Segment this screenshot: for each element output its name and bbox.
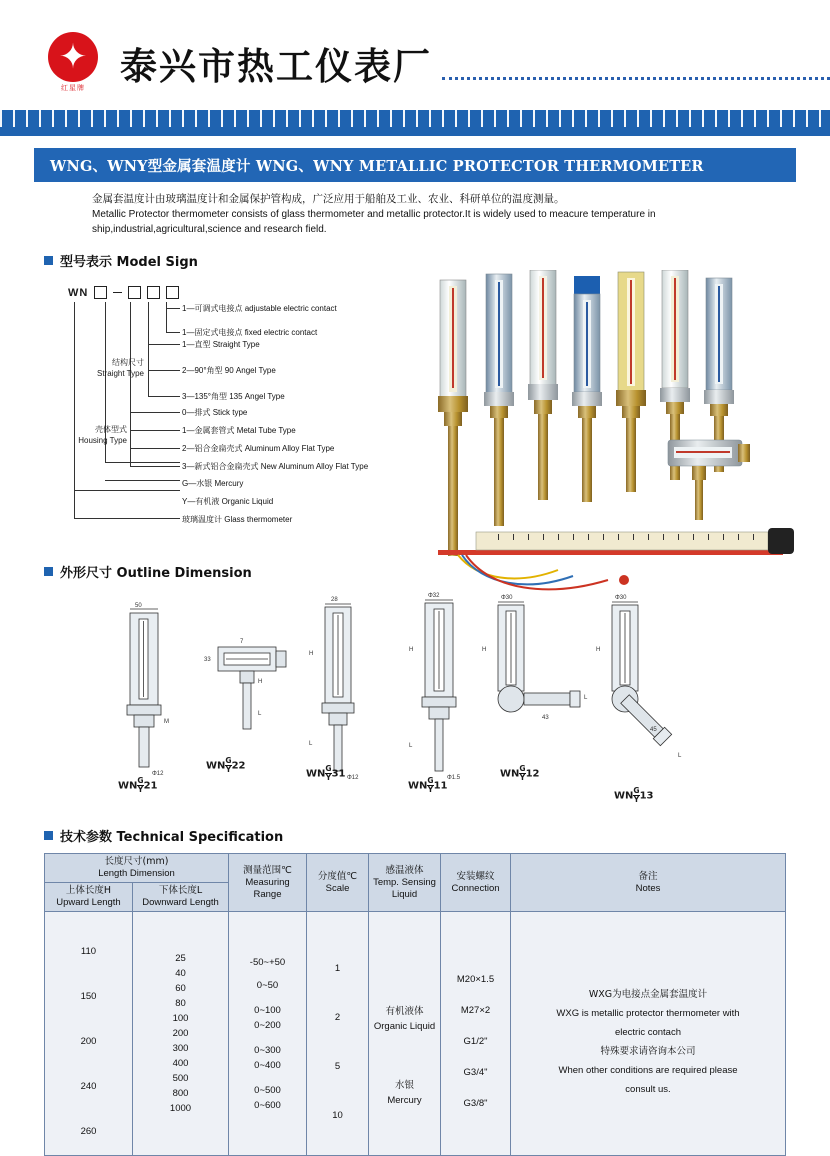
svg-text:Φ30: Φ30 xyxy=(501,595,513,601)
section-technical-spec-label: 技术参数 Technical Specification xyxy=(60,830,284,845)
product-title: WNG、WNY型金属套温度计 WNG、WNY METALLIC PROTECTOR THERMOMETER xyxy=(50,157,704,175)
svg-text:H: H xyxy=(309,651,314,657)
model-box-3 xyxy=(147,286,160,299)
model-prefix: WN xyxy=(68,286,89,299)
cell-sensing-liquids: 有机液体 Organic Liquid 水银 Mercury xyxy=(369,912,441,1156)
svg-text:Φ12: Φ12 xyxy=(347,775,359,781)
model-box-4 xyxy=(166,286,179,299)
svg-text:28: 28 xyxy=(331,597,338,603)
star-icon: ✦ xyxy=(48,32,98,82)
outline-drawings-svg xyxy=(0,587,830,807)
option-adjustable-contact: 1—可调式电接点 adjustable electric contact xyxy=(182,304,337,313)
model-box-1 xyxy=(94,286,107,299)
header-scale: 分度值℃ Scale xyxy=(307,854,369,912)
drawing-caption-21: WN $\frac{G}{Y}$ 21 xyxy=(118,776,158,794)
svg-text:L: L xyxy=(409,743,413,749)
model-sign-area xyxy=(0,270,830,570)
header-notes: 备注 Notes xyxy=(511,854,786,912)
leader-line-3 xyxy=(130,302,131,412)
section-technical-spec xyxy=(44,826,830,845)
table-header-row-1 xyxy=(45,854,786,883)
svg-text:Φ30: Φ30 xyxy=(615,595,627,601)
drawing-caption-11: WN $\frac{G}{Y}$ 11 xyxy=(408,776,448,794)
svg-text:43: 43 xyxy=(542,715,549,721)
option-fixed-contact: 1—固定式电接点 fixed electric contact xyxy=(182,328,318,337)
cell-scales: 1 2 5 10 xyxy=(307,912,369,1156)
model-code-row xyxy=(68,286,179,299)
option-135-angle: 3—135°角型 135 Angel Type xyxy=(182,392,285,401)
intro-block xyxy=(92,192,786,237)
intro-chinese: 金属套温度计由玻璃温度计和金属保护管构成，广泛应用于船舶及工业、农业、科研单位的温度测量。 xyxy=(92,193,565,205)
svg-text:H: H xyxy=(258,679,263,685)
drawing-caption-22: WN $\frac{G}{Y}$ 22 xyxy=(206,756,246,774)
header-sensing-liquid: 感温液体 Temp. Sensing Liquid xyxy=(369,854,441,912)
cell-upward-lengths: 110 150 200 240 260 xyxy=(45,912,133,1156)
svg-text:Φ1.5: Φ1.5 xyxy=(447,775,461,781)
thermometer-illustrations xyxy=(418,270,808,600)
logo-brand-text: 红星牌 xyxy=(61,85,85,92)
model-box-2 xyxy=(128,286,141,299)
bullet-square-icon xyxy=(44,256,53,265)
intro-english: Metallic Protector thermometer consists of glass thermometer and metallic protector.It is widely used to meacure temperature in ship,industrial,agricultural,science and research field. xyxy=(92,209,656,235)
spec-table xyxy=(44,853,786,1156)
section-model-sign-label: 型号表示 Model Sign xyxy=(60,255,198,270)
option-organic-liquid: Y—有机液 Organic Liquid xyxy=(182,497,274,506)
page-header xyxy=(0,0,830,110)
svg-text:Φ12: Φ12 xyxy=(152,771,164,777)
svg-text:L: L xyxy=(258,711,262,717)
group-label-structure: 结构尺寸 Straight Type xyxy=(97,358,144,378)
svg-text:H: H xyxy=(409,647,414,653)
svg-text:45: 45 xyxy=(650,727,657,733)
drawing-caption-31: WN $\frac{G}{Y}$ 31 xyxy=(306,764,346,782)
header-connection: 安装螺纹 Connection xyxy=(441,854,511,912)
option-metal-tube-type: 1—金属套管式 Metal Tube Type xyxy=(182,426,296,435)
header-upward-length: 上体长度H Upward Length xyxy=(45,883,133,912)
option-glass-thermometer: 玻璃温度计 Glass thermometer xyxy=(182,515,293,524)
model-code-diagram xyxy=(60,280,480,560)
company-name: 泰兴市热工仪表厂 xyxy=(120,45,432,88)
drawing-caption-13: WN $\frac{G}{Y}$ 13 xyxy=(614,786,654,804)
option-mercury: G—水银 Mercury xyxy=(182,479,244,488)
svg-text:L: L xyxy=(309,741,313,747)
leader-line-4 xyxy=(148,302,149,344)
option-new-aluminum-flat-type: 3—新式铝合金扁壳式 New Aluminum Alloy Flat Type xyxy=(182,462,369,471)
spec-table-wrap xyxy=(44,853,786,1156)
header-measuring-range: 测量范围℃ Measuring Range xyxy=(229,854,307,912)
svg-text:33: 33 xyxy=(204,657,211,663)
svg-text:H: H xyxy=(482,647,487,653)
drawing-caption-12: WN $\frac{G}{Y}$ 12 xyxy=(500,764,540,782)
option-90-angle: 2—90°角型 90 Angel Type xyxy=(182,366,276,375)
bracket-housing xyxy=(130,412,131,466)
company-logo xyxy=(48,32,106,94)
option-aluminum-flat-type: 2—铝合金扁壳式 Aluminum Alloy Flat Type xyxy=(182,444,335,453)
header-length-dimension: 长度尺寸(mm) Length Dimension xyxy=(45,854,229,883)
cell-notes: WXG为电接点金属套温度计 WXG is metallic protector thermometer with electric contach 特殊要求请咨询本公司 When other conditions are required please consult us. xyxy=(511,912,786,1156)
table-row xyxy=(45,912,786,1156)
svg-text:H: H xyxy=(596,647,601,653)
header-dotted-rule xyxy=(442,72,830,80)
leader-line-1 xyxy=(74,302,75,490)
svg-text:L: L xyxy=(584,695,588,701)
svg-text:L: L xyxy=(678,753,682,759)
decorative-band xyxy=(0,110,830,136)
svg-text:7: 7 xyxy=(240,639,244,645)
option-stick-type: 0—排式 Stick type xyxy=(182,408,248,417)
cell-downward-lengths: 25 40 60 80 100 200 300 400 500 800 1000 xyxy=(133,912,229,1156)
svg-text:50: 50 xyxy=(135,603,142,609)
svg-text:Φ32: Φ32 xyxy=(428,593,440,599)
bracket-contact xyxy=(166,308,167,332)
option-straight-type: 1—直型 Straight Type xyxy=(182,340,260,349)
cell-connections: M20×1.5 M27×2 G1/2" G3/4" G3/8" xyxy=(441,912,511,1156)
bullet-square-icon xyxy=(44,831,53,840)
svg-text:M: M xyxy=(164,719,169,725)
section-model-sign xyxy=(44,251,830,270)
model-dash xyxy=(113,292,122,293)
cell-measuring-ranges: -50~+50 0~50 0~100 0~200 0~300 0~400 0~500 0~600 xyxy=(229,912,307,1156)
header-downward-length: 下体长度L Downward Length xyxy=(133,883,229,912)
section-outline-dimension-label: 外形尺寸 Outline Dimension xyxy=(60,566,252,581)
product-title-bar xyxy=(34,148,796,182)
outline-drawings-area xyxy=(0,587,830,812)
group-label-housing: 壳体型式 Housing Type xyxy=(78,425,127,445)
product-photo-group xyxy=(418,270,808,600)
